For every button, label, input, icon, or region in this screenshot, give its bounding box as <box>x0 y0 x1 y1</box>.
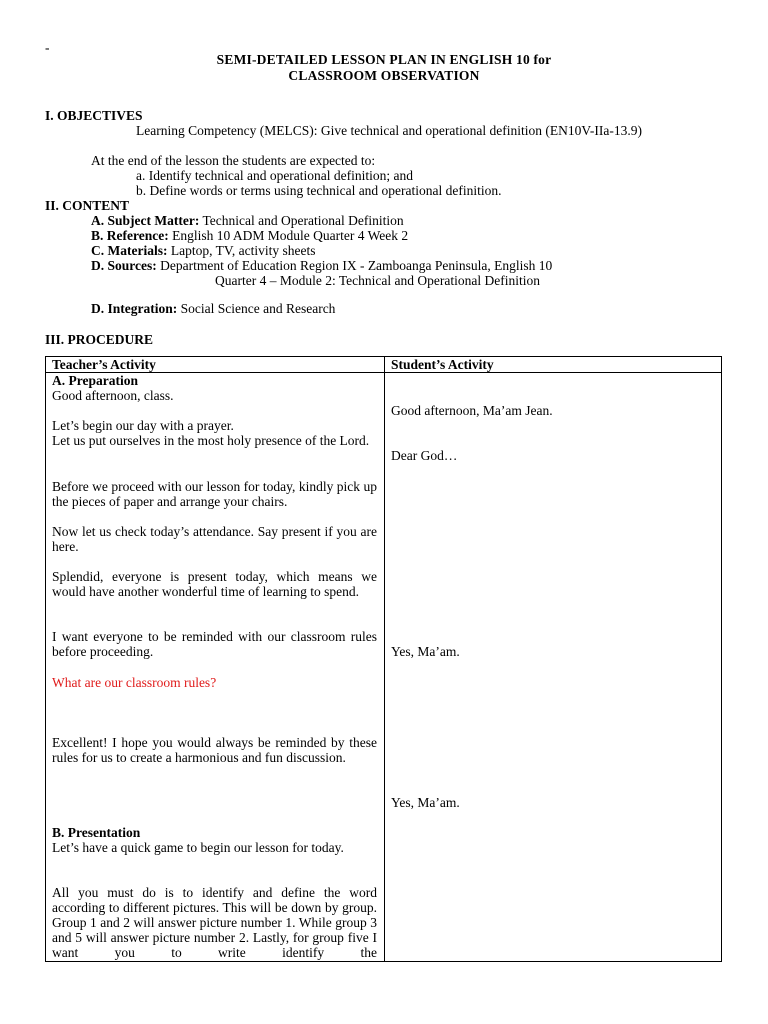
teacher-attendance-text: Now let us check today’s attendance. Say present if you are here. <box>52 524 377 554</box>
teacher-rules-question-text: What are our classroom rules? <box>52 675 217 690</box>
integration-value: Social Science and Research <box>177 301 336 316</box>
teacher-excellent <box>52 735 377 765</box>
table-border-middle <box>384 356 385 962</box>
objective-item-a: a. Identify technical and operational definition; and <box>136 168 414 183</box>
column-header-teacher: Teacher’s Activity <box>52 357 156 372</box>
teacher-greeting <box>52 388 377 403</box>
preparation-heading: A. Preparation <box>52 373 138 388</box>
integration-label: D. Integration: <box>91 301 178 316</box>
sources-continued: Quarter 4 – Module 2: Technical and Operational Definition <box>215 273 540 288</box>
table-border-left <box>45 356 46 962</box>
teacher-rules-reminder <box>52 629 377 659</box>
column-header-student: Student’s Activity <box>391 357 494 372</box>
student-prayer-reply: Dear God… <box>391 448 458 463</box>
teacher-paper-instruction <box>52 479 377 509</box>
subject-matter <box>91 213 404 228</box>
materials-label: C. Materials: <box>91 243 168 258</box>
learning-competency: Learning Competency (MELCS): Give technical and operational definition (EN10V-IIa-13.9) <box>136 123 642 138</box>
reference-value: English 10 ADM Module Quarter 4 Week 2 <box>168 228 409 243</box>
presentation-heading: B. Presentation <box>52 825 141 840</box>
student-reply-yes-2: Yes, Ma’am. <box>391 795 460 810</box>
integration <box>91 301 335 316</box>
sources <box>91 258 552 273</box>
reference <box>91 228 408 243</box>
objectives-heading: I. OBJECTIVES <box>45 108 143 123</box>
teacher-attendance <box>52 524 377 554</box>
teacher-prayer <box>52 418 377 448</box>
student-greeting-reply: Good afternoon, Ma’am Jean. <box>391 403 553 418</box>
teacher-prayer-line-1: Let’s begin our day with a prayer. <box>52 418 234 433</box>
teacher-instructions-text: All you must do is to identify and define the word according to different pictures. This will be down by group. Group 1 and 2 will answer picture number 1. While group 3 and 5 will answer picture number 2. Lastly, for group five I want you to write identify the <box>52 885 377 960</box>
subject-matter-value: Technical and Operational Definition <box>199 213 404 228</box>
objective-item-b: b. Define words or terms using technical and operational definition. <box>136 183 502 198</box>
corner-mark: - <box>45 40 50 55</box>
sources-value: Department of Education Region IX - Zamboanga Peninsula, English 10 <box>156 258 553 273</box>
teacher-game <box>52 840 377 855</box>
teacher-rules-question <box>52 675 377 690</box>
teacher-paper-text: Before we proceed with our lesson for today, kindly pick up the pieces of paper and arrange your chairs. <box>52 479 377 509</box>
teacher-excellent-text: Excellent! I hope you would always be reminded by these rules for us to create a harmonious and fun discussion. <box>52 735 377 765</box>
document-title-line-1: SEMI-DETAILED LESSON PLAN IN ENGLISH 10 for <box>216 52 552 67</box>
objectives-intro: At the end of the lesson the students are expected to: <box>91 153 376 168</box>
subject-matter-label: A. Subject Matter: <box>91 213 200 228</box>
procedure-heading: III. PROCEDURE <box>45 332 154 347</box>
table-border-right <box>721 356 722 962</box>
content-heading: II. CONTENT <box>45 198 130 213</box>
teacher-prayer-line-2: Let us put ourselves in the most holy presence of the Lord. <box>52 433 370 448</box>
teacher-rules-reminder-text: I want everyone to be reminded with our classroom rules before proceeding. <box>52 629 377 659</box>
teacher-game-text: Let’s have a quick game to begin our lesson for today. <box>52 840 344 855</box>
teacher-greeting-text: Good afternoon, class. <box>52 388 174 403</box>
document-title-line-2: CLASSROOM OBSERVATION <box>288 68 480 83</box>
teacher-splendid <box>52 569 377 599</box>
materials-value: Laptop, TV, activity sheets <box>167 243 316 258</box>
teacher-instructions <box>52 885 377 960</box>
reference-label: B. Reference: <box>91 228 169 243</box>
student-reply-yes-1: Yes, Ma’am. <box>391 644 460 659</box>
teacher-splendid-text: Splendid, everyone is present today, which means we would have another wonderful time of learning to spend. <box>52 569 377 599</box>
sources-label: D. Sources: <box>91 258 157 273</box>
materials <box>91 243 315 258</box>
